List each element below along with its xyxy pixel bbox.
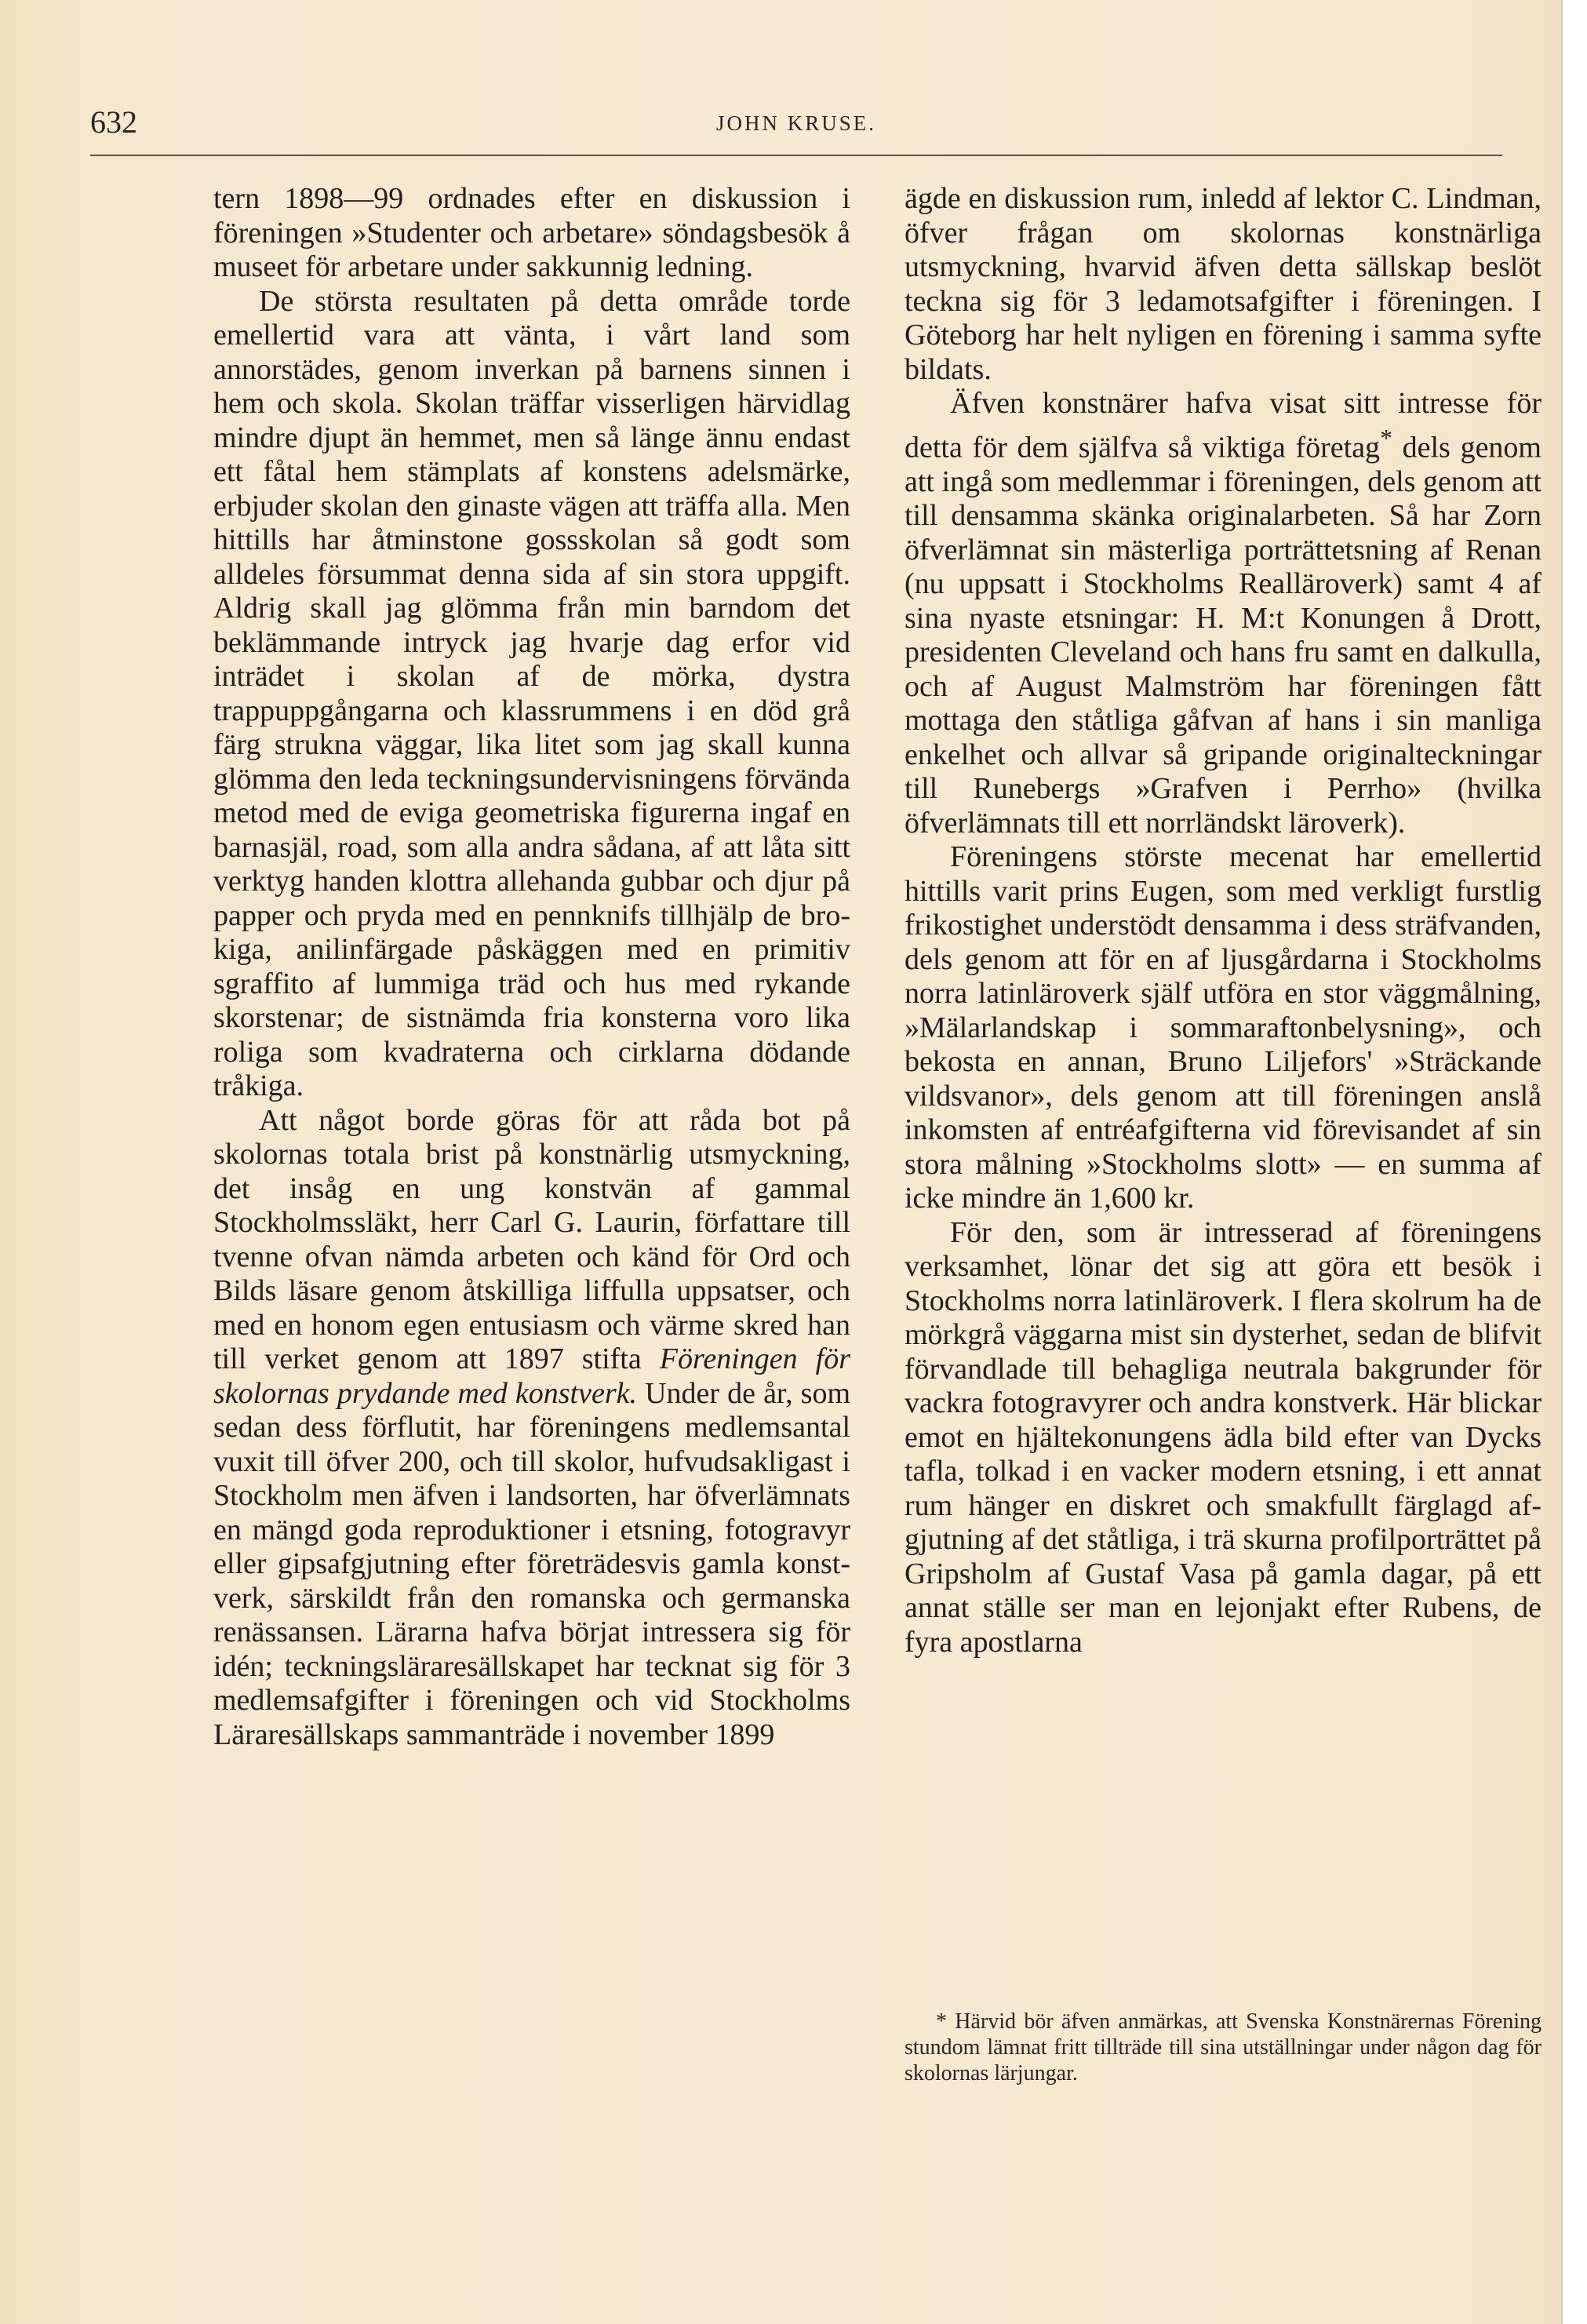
running-head: JOHN KRUSE. xyxy=(715,111,877,135)
paragraph: Föreningens störste mecenat har emellertid hittills varit prins Eugen, som med verkligt furstlig frikostighet understödt densamma i dess sträfvanden, dels genom att för en af ljusgårdarna i Stockholms norra latinläroverk själf utföra en stor väggmålning, »Mälarlandskap i sommaraftonbelysning», och bekosta en annan, Bruno Liljefors' »Sträckande vildsvanor», dels genom att till föreningen anslå inkomsten af entréafgifterna vid förevisandet af sin stora målning »Stockholms slott» — en summa af icke mindre än 1,600 kr. xyxy=(905,840,1542,1215)
left-column xyxy=(213,182,850,1752)
paragraph: tern 1898—99 ordnades efter en diskussion i föreningen »Studenter och arbetare» söndagsbesök å museet för arbetare under sakkunnig ledning. xyxy=(213,182,850,283)
society-name: Föreningen för skolornas prydande med konstverk. xyxy=(213,1342,851,1410)
page-number: 632 xyxy=(90,104,137,140)
footnote: * Härvid bör äfven anmärkas, att Svenska Konstnärernas Förening stundom lämnat fritt tillträde till sina utställningar under någon dag för skolornas lärjungar. xyxy=(905,2009,1542,2085)
paragraph xyxy=(905,387,1542,840)
paragraph-text: dels genom att ingå som medlemmar i föreningen, dels genom att till densamma skänka originalarbeten. Så har Zorn öfverlämnat sin mästerliga porträttetsning af Renan (nu uppsatt i Stockholms Realläroverk) samt 4 af sina nyaste etsningar: H. M:t Konungen å Drott, presidenten Cleveland och hans fru samt en dalkulla, och af August Malmström har föreningen fått mottaga den ståtliga gåfvan af hans i sin manliga enkelhet och allvar så gripande originalteckningar till Runebergs »Grafven i Perrho» (hvilka öfverlämnats till ett norrländskt läroverk). xyxy=(905,431,1542,840)
paragraph xyxy=(213,1104,850,1753)
paragraph-text: Under de år, som sedan dess förflutit, har föreningens medlemsantal vuxit till öfver 200, och till skolor, hufvudsakligast i Stockholm men äfven i landsorten, har öfverlämnats en mängd goda reproduktioner i etsning, fotogravyr eller gipsafgjutning efter företrädesvis gamla konstverk, särskildt från den romanska och germanska renässansen. Lärarna hafva börjat intressera sig för idén; teckningsläraresällskapet har tecknat sig för 3 medlemsafgifter i föreningen och vid Stockholms Läraresällskaps sammanträde i november 1899 xyxy=(213,1376,850,1751)
right-column xyxy=(905,182,1542,1659)
header-rule xyxy=(90,155,1502,156)
paragraph: För den, som är intresserad af föreningens verksamhet, lönar det sig att göra ett besök i Stockholms norra latinläroverk. I flera skolrum ha de mörkgrå väggarna mist sin dysterhet, sedan de blifvit förvandlade till behagliga neutrala bakgrunder för vackra fotogravyrer och andra konstverk. Här blickar emot en hjältekonungens ädla bild efter van Dycks tafla, tolkad i en vacker modern etsning, i ett annat rum hänger en diskret och smakfullt färglagd afgjutning af det ståtliga, i trä skurna profilporträttet på Gripsholm af Gustaf Vasa på gamla dagar, på ett annat ställe ser man en lejonjakt efter Rubens, de fyra apostlarna xyxy=(905,1215,1542,1659)
page-header xyxy=(90,104,1502,151)
paragraph-text: Äfven konstnärer hafva visat sitt intresse för detta för dem själfva så viktiga företag xyxy=(905,387,1542,464)
footnote-mark: * xyxy=(1380,424,1392,452)
paragraph: ägde en diskussion rum, inledd af lektor C. Lindman, öfver frågan om skolornas konstnärliga utsmyckning, hvarvid äfven detta sällskap beslöt teckna sig för 3 ledamotsafgifter i föreningen. I Göteborg har helt nyligen en förening i samma syfte bildats. xyxy=(905,182,1542,386)
paragraph: De största resultaten på detta område torde emellertid vara att vänta, i vårt land som annorstädes, genom inverkan på barnens sinnen i hem och skola. Skolan träffar visserligen härvidlag mindre djupt än hemmet, men så länge ännu endast ett fåtal hem stämplats af konstens adelsmärke, erbjuder skolan den ginaste vägen att träffa alla. Men hittills har åtminstone gossskolan så godt som alldeles försummat denna sida af sin stora uppgift. Aldrig skall jag glömma från min barndom det beklämmande intryck jag hvarje dag erfor vid inträdet i skolan af de mörka, dystra trappuppgångarna och klassrummens i en död grå färg strukna väggar, lika litet som jag skall kunna glömma den leda teckningsundervisningens förvända metod med de eviga geometriska figurerna ingaf en barnasjäl, road, som alla andra sådana, af att låta sitt verktyg handen klottra allehanda gubbar och djur på papper och pryda med en pennknifs tillhjälp de brokiga, anilinfärgade påskäggen med en primitiv sgraffito af lummiga träd och hus med rykande skorstenar; de sistnämda fria konsterna voro lika roliga som kvadraterna och cirklarna dödande tråkiga. xyxy=(213,284,850,1102)
paragraph-text: Att något borde göras för att råda bot på skolornas totala brist på konstnärlig utsmyckning, det insåg en ung konstvän af gammal Stockholmssläkt, herr Carl G. Laurin, författare till tvenne ofvan nämda arbeten och känd för Ord och Bilds läsare genom åtskilliga liffulla uppsatser, och med en honom egen entusiasm och värme skred han till verket genom att 1897 stifta xyxy=(213,1103,850,1375)
